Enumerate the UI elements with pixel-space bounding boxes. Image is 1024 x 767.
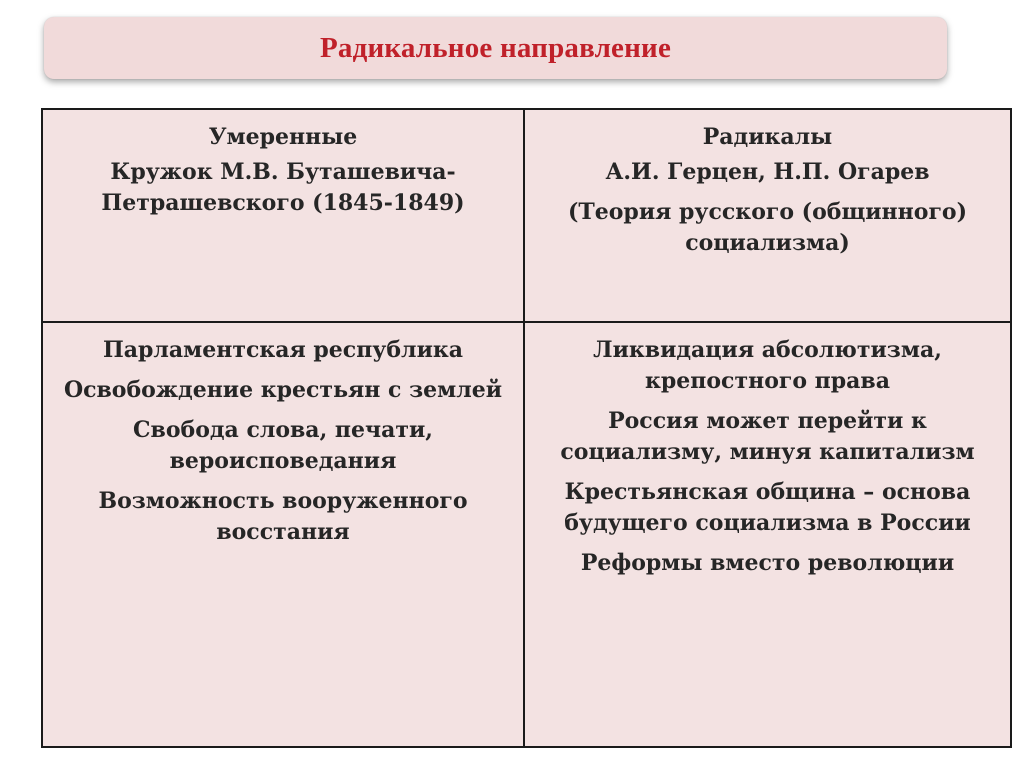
moderates-point: Возможность вооруженного восстания — [98, 488, 468, 545]
moderates-circle: Кружок М.В. Буташевича-Петрашевского (1845-1849) — [101, 159, 465, 216]
radicals-header: Радикалы — [702, 124, 833, 150]
radicals-theory: (Теория русского (общинного) социализма) — [567, 199, 968, 256]
cell-radicals-header — [524, 109, 1011, 322]
title-banner — [44, 17, 947, 79]
radicals-point: Крестьянская община – основа будущего социализма в России — [564, 479, 971, 536]
table-row-header — [42, 109, 1011, 322]
radicals-point: Реформы вместо революции — [580, 550, 955, 576]
comparison-table — [41, 108, 1012, 748]
cell-radicals-points — [524, 322, 1011, 747]
radicals-point: Россия может перейти к социализму, минуя капитализм — [560, 408, 975, 465]
cell-moderates-header — [42, 109, 524, 322]
page-title: Радикальное направление — [319, 31, 672, 64]
table-row-program — [42, 322, 1011, 747]
cell-moderates-points — [42, 322, 524, 747]
moderates-point: Парламентская республика — [102, 337, 464, 363]
moderates-header: Умеренные — [208, 124, 358, 150]
radicals-names: А.И. Герцен, Н.П. Огарев — [605, 159, 930, 185]
moderates-point: Свобода слова, печати, вероисповедания — [133, 417, 433, 474]
moderates-point: Освобождение крестьян с землей — [63, 377, 503, 403]
radicals-point: Ликвидация абсолютизма, крепостного права — [593, 337, 942, 394]
